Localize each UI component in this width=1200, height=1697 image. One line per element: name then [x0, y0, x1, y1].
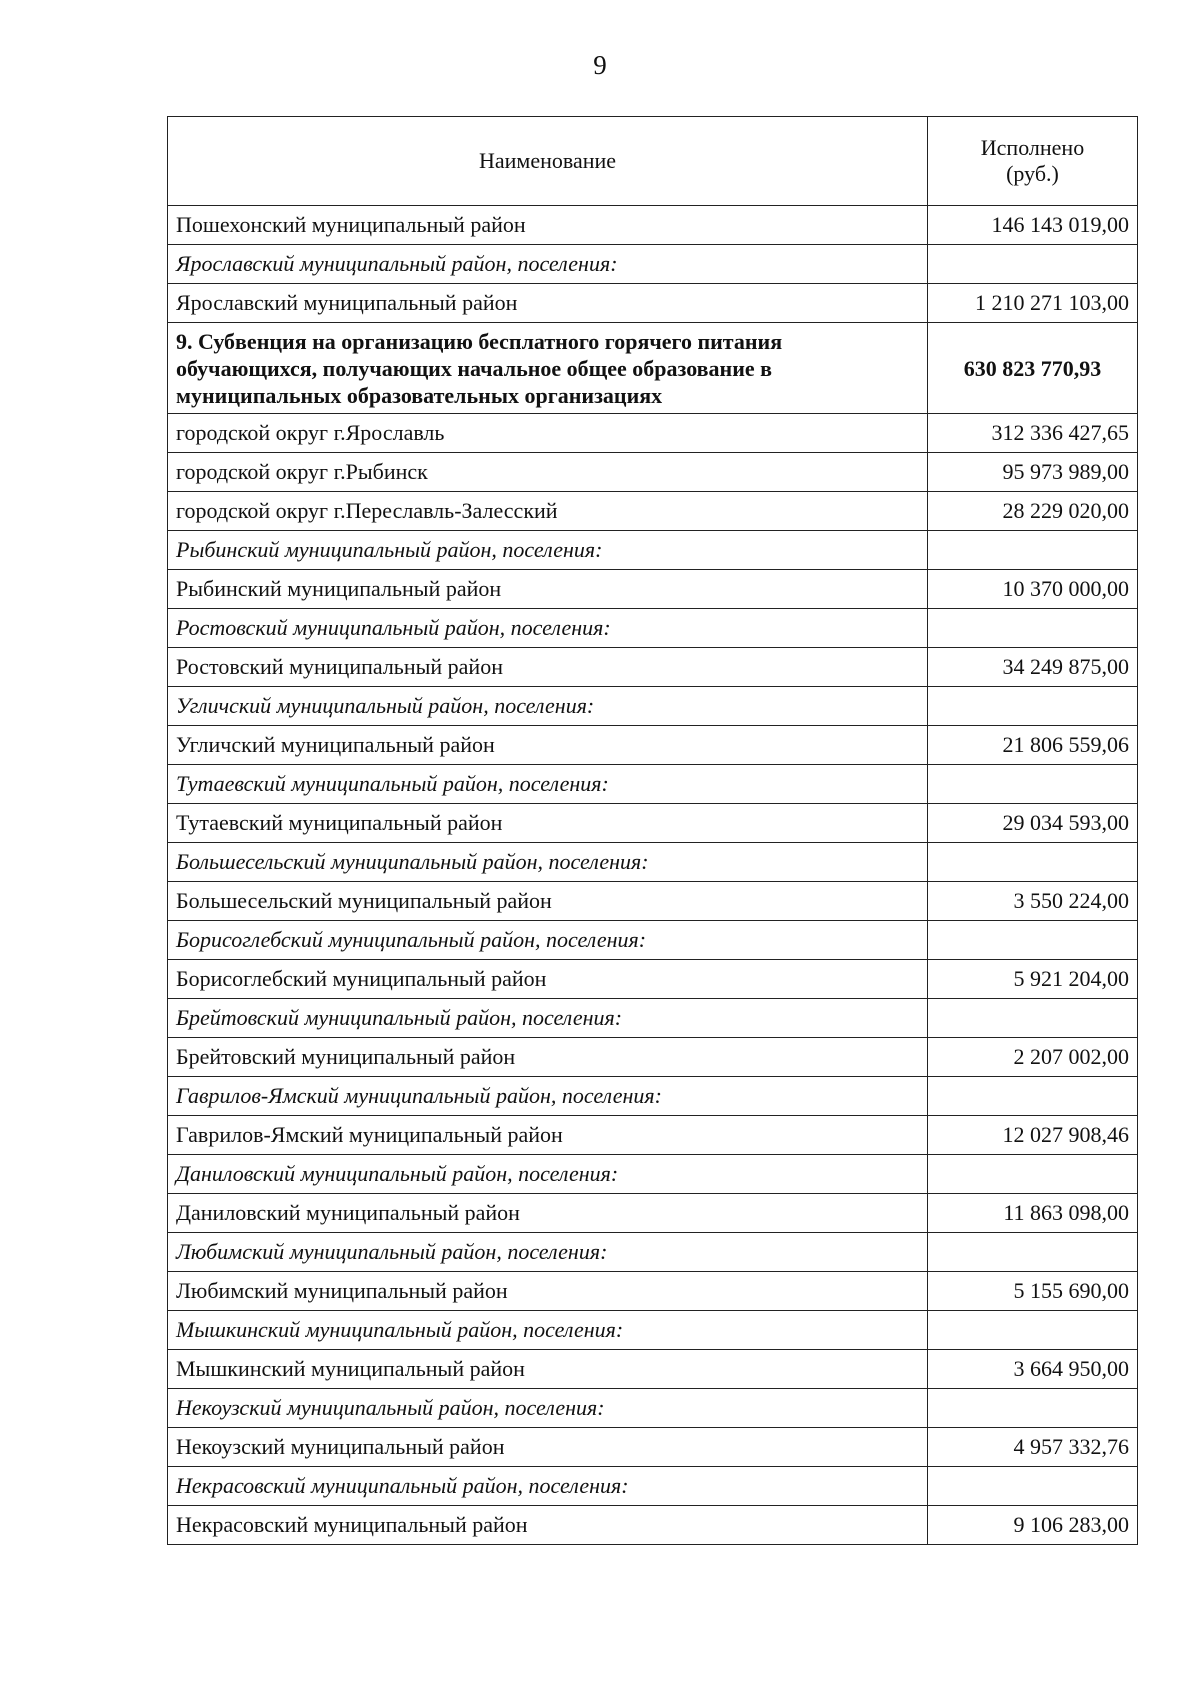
row-value-cell: 4 957 332,76	[928, 1428, 1138, 1467]
row-value-cell	[928, 1311, 1138, 1350]
row-name-cell: 9. Субвенция на организацию бесплатного горячего питания обучающихся, получающих начальное общее образование в муниципальных образовательных организациях	[168, 323, 928, 414]
row-value-cell: 28 229 020,00	[928, 492, 1138, 531]
row-name-cell: Ростовский муниципальный район	[168, 648, 928, 687]
table-row	[168, 1350, 1138, 1389]
table-row-subheading	[168, 843, 1138, 882]
table-row-subheading	[168, 999, 1138, 1038]
table-row	[168, 726, 1138, 765]
table-row	[168, 804, 1138, 843]
row-value-cell: 2 207 002,00	[928, 1038, 1138, 1077]
row-value-cell: 630 823 770,93	[928, 323, 1138, 414]
row-value-cell	[928, 1155, 1138, 1194]
row-name-cell: Любимский муниципальный район	[168, 1272, 928, 1311]
row-name-cell: Некоузский муниципальный район	[168, 1428, 928, 1467]
row-value-cell	[928, 687, 1138, 726]
execution-table	[167, 116, 1138, 1545]
table-row-subheading	[168, 609, 1138, 648]
table-row	[168, 1116, 1138, 1155]
header-name: Наименование	[168, 117, 928, 206]
table-row	[168, 648, 1138, 687]
row-value-cell	[928, 1467, 1138, 1506]
table-row	[168, 284, 1138, 323]
row-value-cell	[928, 1077, 1138, 1116]
row-value-cell: 3 550 224,00	[928, 882, 1138, 921]
table-row-subheading	[168, 687, 1138, 726]
table-row	[168, 1194, 1138, 1233]
row-value-cell: 5 921 204,00	[928, 960, 1138, 999]
row-name-cell: Ростовский муниципальный район, поселения:	[168, 609, 928, 648]
table-row-subheading	[168, 245, 1138, 284]
page-number: 9	[593, 50, 607, 80]
row-name-cell: Ярославский муниципальный район	[168, 284, 928, 323]
row-name-cell: Тутаевский муниципальный район	[168, 804, 928, 843]
row-value-cell: 1 210 271 103,00	[928, 284, 1138, 323]
row-value-cell	[928, 1389, 1138, 1428]
table-row-subheading	[168, 1467, 1138, 1506]
row-value-cell	[928, 765, 1138, 804]
table-row	[168, 1506, 1138, 1545]
row-name-cell: городской округ г.Ярославль	[168, 414, 928, 453]
row-name-cell: Брейтовский муниципальный район	[168, 1038, 928, 1077]
row-name-cell: Борисоглебский муниципальный район, поселения:	[168, 921, 928, 960]
table-row-subheading	[168, 1233, 1138, 1272]
row-name-cell: Угличский муниципальный район, поселения:	[168, 687, 928, 726]
table-row	[168, 453, 1138, 492]
row-value-cell: 146 143 019,00	[928, 206, 1138, 245]
table-row	[168, 570, 1138, 609]
row-value-cell: 10 370 000,00	[928, 570, 1138, 609]
row-value-cell	[928, 1233, 1138, 1272]
row-name-cell: городской округ г.Рыбинск	[168, 453, 928, 492]
table-row-subheading	[168, 921, 1138, 960]
table-row-subheading	[168, 1155, 1138, 1194]
table-row-subheading	[168, 1311, 1138, 1350]
table-row	[168, 492, 1138, 531]
table-row-subheading	[168, 1389, 1138, 1428]
row-value-cell	[928, 843, 1138, 882]
row-name-cell: Ярославский муниципальный район, поселения:	[168, 245, 928, 284]
row-name-cell: Мышкинский муниципальный район	[168, 1350, 928, 1389]
row-value-cell: 12 027 908,46	[928, 1116, 1138, 1155]
row-name-cell: городской округ г.Переславль-Залесский	[168, 492, 928, 531]
row-value-cell	[928, 609, 1138, 648]
table-row-subheading	[168, 765, 1138, 804]
row-value-cell: 5 155 690,00	[928, 1272, 1138, 1311]
row-name-cell: Даниловский муниципальный район, поселения:	[168, 1155, 928, 1194]
row-value-cell	[928, 999, 1138, 1038]
row-value-cell: 312 336 427,65	[928, 414, 1138, 453]
row-name-cell: Тутаевский муниципальный район, поселения:	[168, 765, 928, 804]
row-value-cell: 21 806 559,06	[928, 726, 1138, 765]
table-header-row	[168, 117, 1138, 206]
row-name-cell: Некоузский муниципальный район, поселения:	[168, 1389, 928, 1428]
row-value-cell	[928, 921, 1138, 960]
table-row	[168, 1038, 1138, 1077]
header-value-unit: (руб.)	[1006, 161, 1059, 186]
row-value-cell	[928, 531, 1138, 570]
row-name-cell: Мышкинский муниципальный район, поселения:	[168, 1311, 928, 1350]
header-value-label: Исполнено	[980, 135, 1085, 160]
row-value-cell: 34 249 875,00	[928, 648, 1138, 687]
row-name-cell: Большесельский муниципальный район, поселения:	[168, 843, 928, 882]
table-row	[168, 1428, 1138, 1467]
table-row	[168, 882, 1138, 921]
row-name-cell: Некрасовский муниципальный район, поселения:	[168, 1467, 928, 1506]
row-name-cell: Рыбинский муниципальный район, поселения:	[168, 531, 928, 570]
table-row-section	[168, 323, 1138, 414]
table-body	[168, 206, 1138, 1545]
table-row	[168, 206, 1138, 245]
table-row	[168, 1272, 1138, 1311]
row-name-cell: Некрасовский муниципальный район	[168, 1506, 928, 1545]
row-name-cell: Гаврилов-Ямский муниципальный район, поселения:	[168, 1077, 928, 1116]
row-value-cell: 9 106 283,00	[928, 1506, 1138, 1545]
row-value-cell: 3 664 950,00	[928, 1350, 1138, 1389]
row-name-cell: Большесельский муниципальный район	[168, 882, 928, 921]
row-name-cell: Брейтовский муниципальный район, поселения:	[168, 999, 928, 1038]
table-row	[168, 960, 1138, 999]
row-name-cell: Даниловский муниципальный район	[168, 1194, 928, 1233]
header-value	[928, 117, 1138, 206]
row-value-cell: 11 863 098,00	[928, 1194, 1138, 1233]
row-name-cell: Любимский муниципальный район, поселения:	[168, 1233, 928, 1272]
row-name-cell: Рыбинский муниципальный район	[168, 570, 928, 609]
row-value-cell: 95 973 989,00	[928, 453, 1138, 492]
row-name-cell: Борисоглебский муниципальный район	[168, 960, 928, 999]
table-row	[168, 414, 1138, 453]
table-row-subheading	[168, 1077, 1138, 1116]
row-name-cell: Пошехонский муниципальный район	[168, 206, 928, 245]
row-name-cell: Угличский муниципальный район	[168, 726, 928, 765]
row-value-cell	[928, 245, 1138, 284]
table-row-subheading	[168, 531, 1138, 570]
row-name-cell: Гаврилов-Ямский муниципальный район	[168, 1116, 928, 1155]
row-value-cell: 29 034 593,00	[928, 804, 1138, 843]
